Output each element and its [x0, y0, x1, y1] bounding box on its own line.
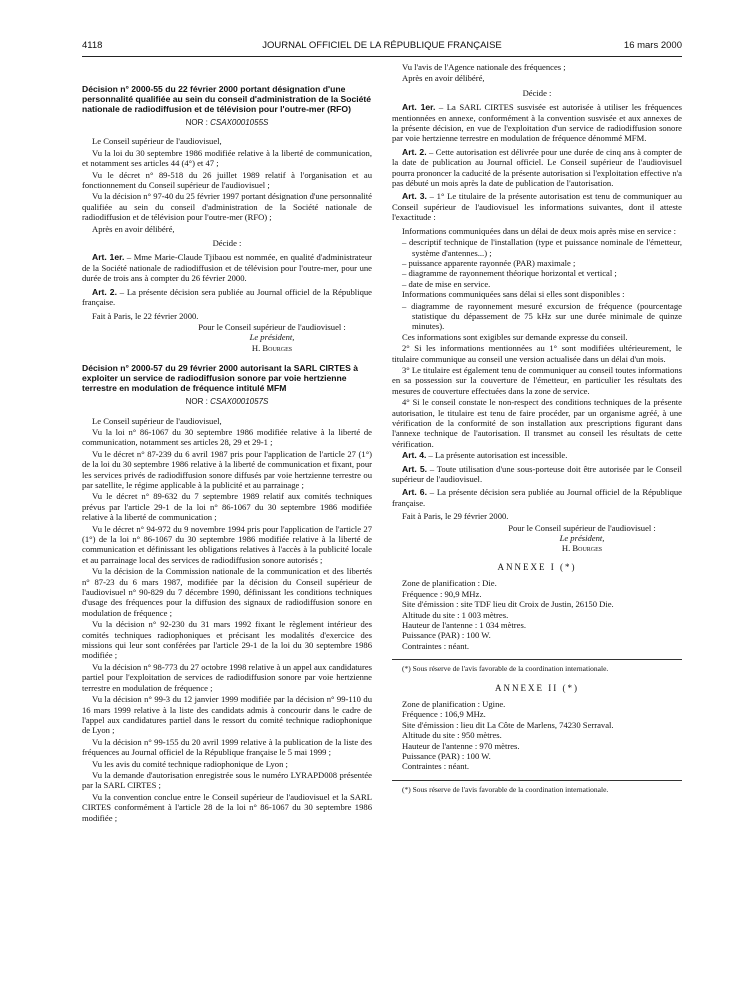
decide-heading: Décide :	[212, 238, 242, 249]
annex-line: Hauteur de l'antenne : 970 mètres.	[402, 740, 520, 751]
preamble-line: Vu le décret n° 89-518 du 26 juillet 1989 relatif à l'organisation et au fonctionnement du Conseil supérieur de l'audiovisuel ;	[82, 169, 372, 191]
article-text: – Mme Marie-Claude Tjibaou est nommée, en qualité d'administrateur de la Société nationale de radiodiffusion et de télévision pour l'outre-mer, pour une durée de trois ans à compter du 26 février 2000.	[82, 252, 372, 284]
signature-name: H. Bourges	[251, 342, 293, 353]
article-label: Art. 5.	[402, 463, 428, 474]
nor-line	[82, 118, 372, 128]
annex-title: ANNEXE II (*)	[495, 682, 579, 693]
preamble-line: Vu la décision n° 99-155 du 20 avril 1999 relative à la publication de la liste des fréquences au Journal officiel de la République française le 5 mai 1999 ;	[82, 736, 372, 758]
decide-heading: Décide :	[522, 87, 552, 98]
preamble-line: Vu la loi n° 86-1067 du 30 septembre 1986 modifiée relative à la liberté de communication, notamment ses articles 28, 29 et 29-1 ;	[82, 426, 372, 448]
preamble-line: Vu la décision n° 97-40 du 25 février 1997 portant désignation d'une personnalité qualifiée au sein du conseil d'administration de la Société nationale de radiodiffusion et de télévision pour l'outre-mer (RFO) ;	[82, 191, 372, 223]
preamble-line: Vu les avis du comité technique radiophonique de Lyon ;	[92, 758, 288, 769]
annex-line: Contraintes : néant.	[402, 761, 470, 772]
annex-line: Fréquence : 90,9 MHz.	[402, 588, 482, 599]
annex-line: Site d'émission : lieu dit La Côte de Marlens, 74230 Serraval.	[402, 719, 614, 730]
header-rule	[82, 56, 682, 57]
preamble-line: Vu la convention conclue entre le Conseil supérieur de l'audiovisuel et la SARL CIRTES conformément à l'article 28 de la loi n° 86-1067 du 30 septembre 1986 modifiée ;	[82, 791, 372, 823]
nor-code: CSAX0001055S	[210, 118, 269, 127]
list-item: – diagramme de rayonnement mesuré excursion de fréquence (pourcentage statistique du dépassement de 75 kHz sur une durée minimale de quinze minutes).	[402, 300, 682, 332]
article-paragraph: 4° Si le conseil constate le non-respect des conditions techniques de la présente autorisation, le titulaire est tenu de faire procéder, par un organisme agréé, à une vérification de la conformité de son installation aux prescriptions figurant dans l'annexe technique de l'autorisation. Il transmet au conseil les résultats de cette vérification.	[392, 397, 682, 449]
done-at: Fait à Paris, le 29 février 2000.	[402, 511, 509, 522]
article	[82, 252, 372, 283]
article	[392, 102, 682, 144]
issue-date: 16 mars 2000	[623, 40, 682, 51]
annex-line: Zone de planification : Ugine.	[402, 698, 506, 709]
preamble-line: Vu la loi du 30 septembre 1986 modifiée relative à la liberté de communication, et notamment ses articles 44 (4°) et 47 ;	[82, 147, 372, 169]
article	[392, 487, 682, 508]
preamble-line: Le Conseil supérieur de l'audiovisuel,	[92, 415, 222, 426]
annex-footnote: (*) Sous réserve de l'avis favorable de la coordination internationale.	[402, 784, 609, 794]
preamble-line: Vu le décret n° 89-632 du 7 septembre 1989 relatif aux comités techniques prévus par l'article 29-1 de la loi n° 86-1067 du 30 septembre 1986 modifiée relative à la liberté de communication ;	[82, 491, 372, 523]
journal-title: JOURNAL OFFICIEL DE LA RÉPUBLIQUE FRANÇAISE	[262, 40, 502, 51]
preamble-line: Le Conseil supérieur de l'audiovisuel,	[92, 136, 222, 147]
list-item: – date de mise en service.	[402, 278, 491, 289]
decision-title: Décision n° 2000-57 du 29 février 2000 autorisant la SARL CIRTES à exploiter un service de radiodiffusion sonore par voie hertzienne terrestre en modulation de fréquence intitulé MFM	[82, 363, 358, 394]
article-text: – Toute utilisation d'une sous-porteuse doit être autorisée par le Conseil supérieur de l'audiovisuel.	[392, 463, 682, 485]
nor-code: CSAX0001057S	[210, 397, 269, 407]
signature-block	[182, 322, 362, 353]
annex-line: Site d'émission : site TDF lieu dit Croix de Justin, 26150 Die.	[402, 599, 614, 610]
article-label: Art. 1er.	[402, 102, 436, 113]
signature-name: H. Bourges	[561, 543, 603, 554]
signature-for: Pour le Conseil supérieur de l'audiovisuel :	[508, 522, 656, 533]
article-label: Art. 3.	[402, 191, 427, 202]
article	[392, 450, 682, 460]
annex-line: Hauteur de l'antenne : 1 034 mètres.	[402, 619, 526, 630]
article	[392, 147, 682, 189]
signature-block	[492, 523, 672, 554]
article-label: Art. 4.	[402, 450, 427, 461]
article-text: – La présente décision sera publiée au Journal officiel de la République française.	[82, 286, 372, 308]
article-text: – 1° Le titulaire de la présente autorisation est tenu de communiquer au Conseil supérieur de l'audiovisuel les informations suivantes, dont il atteste l'exactitude :	[392, 191, 682, 223]
signature-role: Le président,	[559, 533, 605, 544]
preamble-line: Vu la décision n° 98-773 du 27 octobre 1998 relative à un appel aux candidatures partiel pour l'exploitation de services de radiodiffusion sonore par voie hertzienne terrestre en modulation de fréquence ;	[82, 661, 372, 693]
decision-title: Décision n° 2000-55 du 22 février 2000 portant désignation d'une personnalité qualifiée au sein du conseil d'administration de la Société nationale de radiodiffusion et de télévision pour l'outre-mer (RFO)	[82, 84, 372, 114]
nor-line	[82, 397, 372, 407]
article-paragraph: Ces informations sont exigibles sur demande expresse du conseil.	[402, 331, 628, 342]
article	[82, 287, 372, 308]
annex-line: Altitude du site : 950 mètres.	[402, 730, 502, 741]
list-item: – puissance apparente rayonnée (PAR) maximale ;	[402, 257, 576, 268]
done-at: Fait à Paris, le 22 février 2000.	[92, 310, 199, 321]
preamble-line: Vu l'avis de l'Agence nationale des fréquences ;	[402, 62, 566, 72]
list-item: – descriptif technique de l'installation (type et puissance nominale de l'émetteur, système d'antennes...) ;	[402, 237, 682, 258]
nor-label: NOR :	[185, 118, 208, 127]
article	[392, 191, 682, 222]
preamble-line: Vu la décision n° 92-230 du 31 mars 1992 fixant le règlement intérieur des comités techniques radiophoniques et précisant les modalités d'exercice des missions qui leur sont conférées par l'article 29-1 de la loi du 30 septembre 1986 modifiée ;	[82, 619, 372, 661]
preamble-line: Après en avoir délibéré,	[402, 73, 485, 84]
footnote-rule	[392, 659, 682, 660]
preamble-line: Vu la décision n° 99-3 du 12 janvier 1999 modifiée par la décision n° 99-110 du 16 mars 1999 relative à la liste des candidats admis à concourir dans le cadre de l'appel aux candidatures partiel dans le ressort du comité technique radiophonique de Lyon ;	[82, 694, 372, 736]
article-label: Art. 1er.	[92, 252, 125, 263]
article-text: – La présente autorisation est incessible.	[426, 450, 568, 461]
annex-line: Zone de planification : Die.	[402, 578, 497, 589]
annex-title: ANNEXE I (*)	[497, 561, 577, 572]
nor-label: NOR :	[185, 397, 208, 407]
article	[392, 464, 682, 485]
preamble-line: Vu la décision de la Commission nationale de la communication et des libertés n° 87-23 du 6 mars 1987, modifiée par la décision du Conseil supérieur de l'audiovisuel n° 90-829 du 7 décembre 1990, définissant les conditions techniques d'usage des fréquences pour la diffusion des signaux de radiodiffusion sonore en modulation de fréquence ;	[82, 566, 372, 618]
info-heading: Informations communiquées sans délai si elles sont disponibles :	[402, 289, 625, 300]
article-text: – La SARL CIRTES susvisée est autorisée à utiliser les fréquences mentionnées en annexe, conformément à la convention susvisée et aux annexes de la présente décision, en vue de l'exploitation d'un service de radiodiffusion sonore par voie hertzienne terrestre en modulation de fréquence dénommé MFM.	[392, 102, 682, 144]
signature-role: Le président,	[249, 332, 295, 343]
annex-line: Puissance (PAR) : 100 W.	[402, 630, 491, 641]
annex-line: Contraintes : néant.	[402, 640, 470, 651]
preamble-line: Vu la demande d'autorisation enregistrée sous le numéro LYRAPD008 présentée par la SARL CIRTES ;	[82, 769, 372, 791]
right-column	[392, 62, 682, 795]
annex-line: Puissance (PAR) : 100 W.	[402, 750, 491, 761]
annex-footnote: (*) Sous réserve de l'avis favorable de la coordination internationale.	[402, 664, 609, 674]
article-label: Art. 2.	[402, 146, 427, 157]
article-label: Art. 6.	[402, 487, 427, 498]
preamble-line: Après en avoir délibéré,	[92, 223, 175, 234]
annex-line: Altitude du site : 1 003 mètres.	[402, 609, 509, 620]
preamble-line: Vu le décret n° 87-239 du 6 avril 1987 pris pour l'application de l'article 27 (1°) de la loi du 30 septembre 1986 relative à la liberté de communication et fixant, pour les services privés de radiodiffusion sonore diffusés par voie hertzienne terrestre ou par satellite, le régime applicable à la publicité et au parrainage ;	[82, 448, 372, 490]
footnote-rule	[392, 780, 682, 781]
preamble-line: Vu le décret n° 94-972 du 9 novembre 1994 pris pour l'application de l'article 27 (1°) de la loi n° 86-1067 du 30 septembre 1986 modifiée relative à la liberté de communication et définissant les obligations relatives à l'accès à la publicité locale et au parrainage local des services de radiodiffusion sonore autorisés ;	[82, 523, 372, 565]
article-paragraph: 2° Si les informations mentionnées au 1° sont modifiées ultérieurement, le titulaire communique au conseil une version actualisée dans un délai d'un mois.	[392, 343, 682, 364]
article-text: – Cette autorisation est délivrée pour une durée de cinq ans à compter de la date de publication au Journal officiel. Le Conseil supérieur de l'audiovisuel pourra prononcer la caducité de la présente autorisation si l'exploitation effective n'a pas débuté un mois après la date de publication de l'autorisation.	[392, 146, 682, 189]
left-column	[82, 84, 372, 824]
page-header	[82, 40, 682, 54]
article-text: – La présente décision sera publiée au Journal officiel de la République française.	[392, 487, 682, 508]
signature-for: Pour le Conseil supérieur de l'audiovisuel :	[198, 321, 346, 332]
info-heading: Informations communiquées dans un délai de deux mois après mise en service :	[402, 225, 676, 236]
article-label: Art. 2.	[92, 286, 117, 297]
list-item: – diagramme de rayonnement théorique horizontal et vertical ;	[402, 268, 617, 279]
page-number: 4118	[82, 40, 103, 51]
annex-line: Fréquence : 106,9 MHz.	[402, 709, 486, 720]
article-paragraph: 3° Le titulaire est également tenu de communiquer au conseil toutes informations en sa possession sur la couverture de l'émetteur, en particulier les résultats des mesures de couverture effectuées dans la zone de service.	[392, 364, 682, 396]
